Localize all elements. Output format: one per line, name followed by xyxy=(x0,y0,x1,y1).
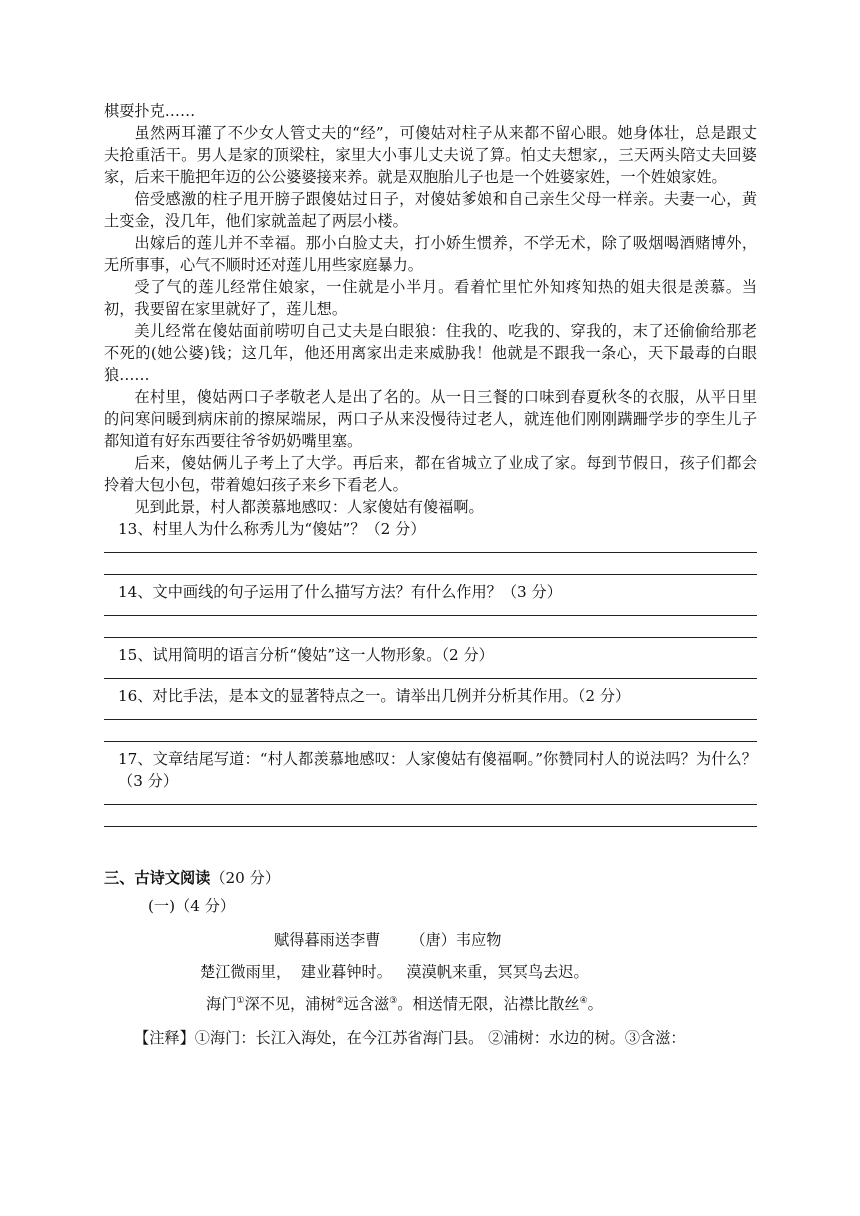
section-heading xyxy=(104,867,757,889)
answer-line[interactable] xyxy=(104,678,757,679)
poem-line-1: 楚江微雨里， 建业暮钟时。 漠漠帆来重，冥冥鸟去迟。 xyxy=(200,963,589,981)
question-13: 13、村里人为什么称秀儿为“傻姑”？（2 分） xyxy=(118,520,426,538)
passage-paragraph: 出嫁后的莲儿并不幸福。那小白脸丈夫，打小娇生惯养，不学无术，除了吸烟喝酒赌博外，无所事事，心气不顺时还对莲儿用些家庭暴力。 xyxy=(104,234,757,274)
answer-line[interactable] xyxy=(104,741,757,742)
footnote-mark: ④ xyxy=(579,995,588,1006)
answer-line[interactable] xyxy=(104,826,757,827)
answer-line[interactable] xyxy=(104,552,757,553)
footnote-mark: ② xyxy=(335,995,344,1006)
answer-line[interactable] xyxy=(104,615,757,616)
poem-line-2 xyxy=(206,993,757,1015)
answer-line[interactable] xyxy=(104,637,757,638)
answer-line[interactable] xyxy=(104,804,757,805)
passage-paragraph: 棋耍扑克…… xyxy=(104,102,196,120)
answer-line[interactable] xyxy=(104,574,757,575)
section-title: 三、古诗文阅读 xyxy=(104,869,211,887)
poem-title: 赋得暮雨送李曹 xyxy=(274,931,381,949)
document-page xyxy=(104,100,757,1049)
poem-author: （唐）韦应物 xyxy=(410,931,502,949)
poem-text: 远含滋 xyxy=(343,995,390,1013)
annotation-note: 【注释】①海门：长江入海处，在今江苏省海门县。 ②浦树：水边的树。③含滋： xyxy=(134,1029,686,1047)
question-16: 16、对比手法，是本文的显著特点之一。请举出几例并分析其作用。（2 分） xyxy=(118,687,631,705)
subsection-label: (一)（4 分） xyxy=(148,897,236,915)
poem-text: 。 xyxy=(587,995,603,1013)
passage-paragraph: 虽然两耳灌了不少女人管丈夫的“经”，可傻姑对柱子从来都不留心眼。她身体壮，总是跟丈夫抢重活干。男人是家的顶梁柱，家里大小事儿丈夫说了算。怕丈夫想家,，三天两头陪丈夫回婆家，后来干脆把年迈的公公婆婆接来养。就是双胞胎儿子也是一个姓婆家姓，一个姓娘家姓。 xyxy=(104,124,757,186)
answer-line[interactable] xyxy=(104,719,757,720)
passage-paragraph: 在村里，傻姑两口子孝敬老人是出了名的。从一日三餐的口味到春夏秋冬的衣服，从平日里的问寒问暖到病床前的擦屎端尿，两口子从来没慢待过老人，就连他们刚刚蹒跚学步的孪生儿子都知道有好东西要往爷爷奶奶嘴里塞。 xyxy=(104,388,757,450)
poem-text: 海门 xyxy=(206,995,237,1013)
poem-text: 深不见，浦树 xyxy=(244,995,336,1013)
poem-heading xyxy=(274,929,757,951)
section-score: （20 分） xyxy=(210,869,281,887)
passage-paragraph: 美儿经常在傻姑面前唠叨自己丈夫是白眼狼：住我的、吃我的、穿我的，末了还偷偷给那老不死的(她公婆)钱；这几年，他还用离家出走来威胁我！他就是不跟我一条心，天下最毒的白眼狼…… xyxy=(104,322,757,384)
passage-paragraph: 倍受感激的柱子甩开膀子跟傻姑过日子，对傻姑爹娘和自己亲生父母一样亲。夫妻一心，黄土变金，没几年，他们家就盖起了两层小楼。 xyxy=(104,190,757,230)
poem-text: 。相送情无限，沾襟比散丝 xyxy=(397,995,580,1013)
question-17: 17、文章结尾写道：“村人都羡慕地感叹：人家傻姑有傻福啊。”你赞同村人的说法吗？为什么？（3 分） xyxy=(118,750,757,790)
question-15: 15、试用简明的语言分析“傻姑”这一人物形象。（2 分） xyxy=(118,646,494,664)
footnote-mark: ③ xyxy=(389,995,398,1006)
passage-paragraph: 受了气的莲儿经常住娘家，一住就是小半月。看着忙里忙外知疼知热的姐夫很是羡慕。当初，我要留在家里就好了，莲儿想。 xyxy=(104,278,757,318)
passage-paragraph: 后来，傻姑俩儿子考上了大学。再后来，都在省城立了业成了家。每到节假日，孩子们都会拎着大包小包，带着媳妇孩子来乡下看老人。 xyxy=(104,454,757,494)
question-14: 14、文中画线的句子运用了什么描写方法？有什么作用？（3 分） xyxy=(118,583,562,601)
passage-paragraph: 见到此景，村人都羡慕地感叹：人家傻姑有傻福啊。 xyxy=(134,498,484,516)
footnote-mark: ① xyxy=(236,995,245,1006)
